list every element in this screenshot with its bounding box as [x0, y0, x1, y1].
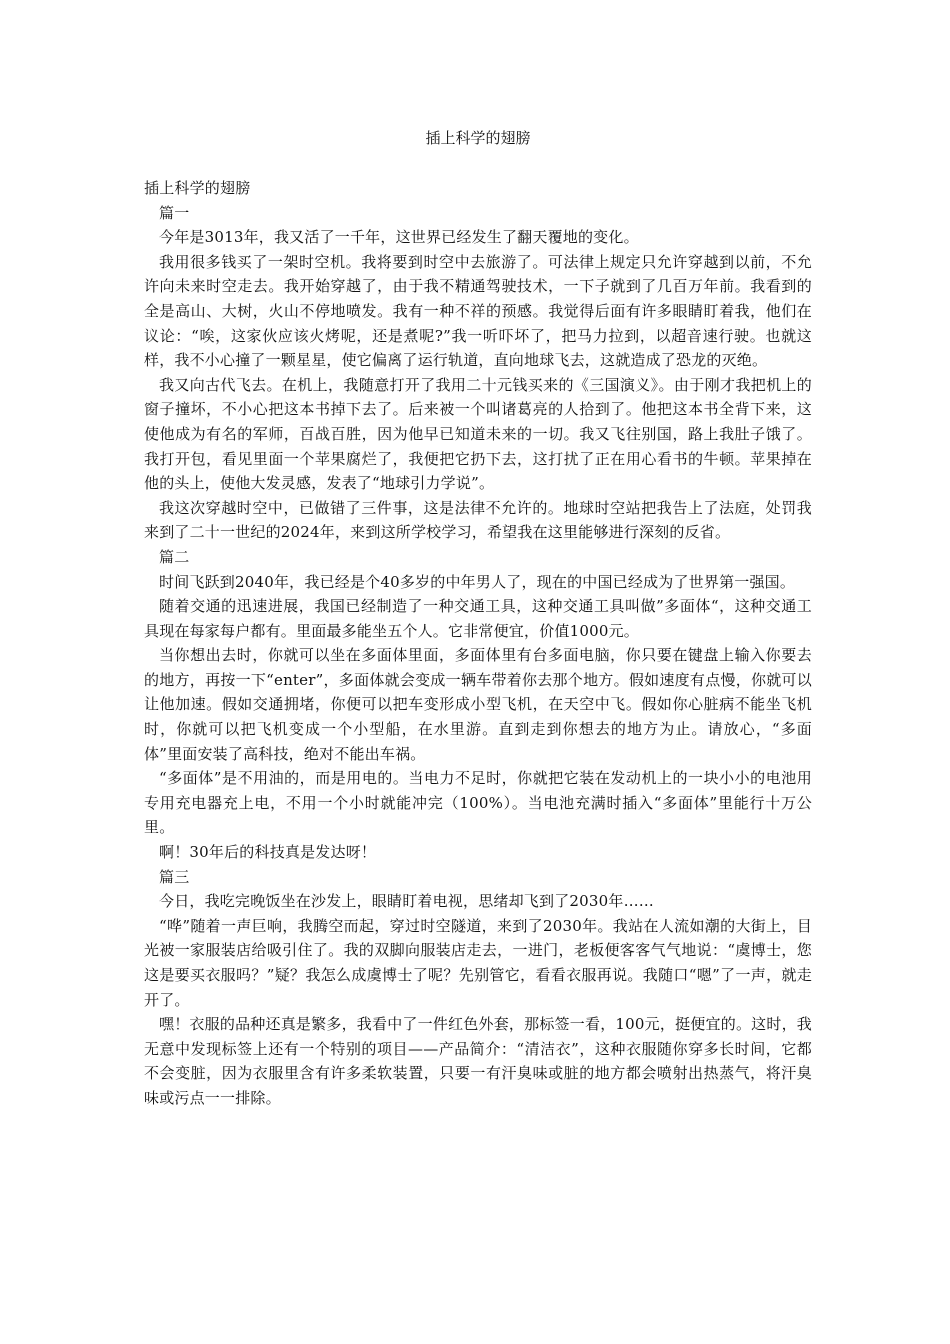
- paragraph: 我用很多钱买了一架时空机。我将要到时空中去旅游了。可法律上规定只允许穿越到以前，不允许向未来时空走去。我开始穿越了，由于我不精通驾驶技术，一下子就到了几百万年前。我看到的全是高山、大树，火山不停地喷发。我有一种不祥的预感。我觉得后面有许多眼睛盯着我，他们在议论：“唉，这家伙应该火烤呢，还是煮呢?”我一听吓坏了，把马力拉到，以超音速行驶。也就这样，我不小心撞了一颗星星，使它偏离了运行轨道，直向地球飞去，这就造成了恐龙的灭绝。: [144, 252, 812, 370]
- paragraph: “哗”随着一声巨响，我腾空而起，穿过时空隧道，来到了2030年。我站在人流如潮的大街上，目光被一家服装店给吸引住了。我的双脚向服装店走去，一进门，老板便客客气气地说：“虞博士，您这是要买衣服吗？”疑？我怎么成虞博士了呢？先别管它，看看衣服再说。我随口“嗯”了一声，就走开了。: [144, 916, 812, 1009]
- paragraph: 当你想出去时，你就可以坐在多面体里面，多面体里有台多面电脑，你只要在键盘上输入你要去的地方，再按一下“enter”，多面体就会变成一辆车带着你去那个地方。假如速度有点慢，你就可以让他加速。假如交通拥堵，你便可以把车变形成小型飞机，在天空中飞。假如你心脏病不能坐飞机时，你就可以把飞机变成一个小型船，在水里游。直到走到你想去的地方为止。请放心，“多面体”里面安装了高科技，绝对不能出车祸。: [144, 646, 812, 763]
- paragraph: 时间飞跃到2040年，我已经是个40多岁的中年男人了，现在的中国已经成为了世界第一强国。: [159, 572, 796, 591]
- document-body: [144, 176, 812, 1111]
- paragraph: 我又向古代飞去。在机上，我随意打开了我用二十元钱买来的《三国演义》。由于刚才我把机上的窗子撞坏，不小心把这本书掉下去了。后来被一个叫诸葛亮的人拾到了。他把这本书全背下来，这使他成为有名的军师，百战百胜，因为他早已知道未来的一切。我又飞往别国，路上我肚子饿了。我打开包，看见里面一个苹果腐烂了，我便把它扔下去，这打扰了正在用心看书的牛顿。苹果掉在他的头上，使他大发灵感，发表了“地球引力学说”。: [144, 375, 812, 493]
- paragraph: 随着交通的迅速进展，我国已经制造了一种交通工具，这种交通工具叫做”多面体“，这种交通工具现在每家每户都有。里面最多能坐五个人。它非常便宜，价值1000元。: [144, 597, 812, 640]
- paragraph: 啊！30年后的科技真是发达呀！: [159, 843, 377, 862]
- document-title: 插上科学的翅膀: [425, 129, 531, 147]
- section-heading-1: 篇一: [159, 203, 190, 222]
- paragraph: 今日，我吃完晚饭坐在沙发上，眼睛盯着电视，思绪却飞到了2030年……: [159, 892, 654, 911]
- paragraph: 今年是3013年，我又活了一千年，这世界已经发生了翻天覆地的变化。: [159, 228, 639, 247]
- subtitle: 插上科学的翅膀: [144, 179, 251, 197]
- paragraph: “多面体”是不用油的，而是用电的。当电力不足时，你就把它装在发动机上的一块小小的电池用专用充电器充上电，不用一个小时就能冲完（100%）。当电池充满时插入“多面体”里能行十万公里。: [144, 769, 812, 837]
- section-heading-2: 篇二: [159, 547, 190, 566]
- paragraph: 嘿！衣服的品种还真是繁多，我看中了一件红色外套，那标签一看，100元，挺便宜的。这时，我无意中发现标签上还有一个特别的项目——产品简介：“清洁衣”，这种衣服随你穿多长时间，它都不会变脏，因为衣服里含有许多柔软装置，只要一有汗臭味或脏的地方都会喷射出热蒸气，将汗臭味或污点一一排除。: [144, 1015, 812, 1107]
- paragraph: 我这次穿越时空中，已做错了三件事，这是法律不允许的。地球时空站把我告上了法庭，处罚我来到了二十一世纪的2024年，来到这所学校学习，希望我在这里能够进行深刻的反省。: [144, 498, 812, 542]
- section-heading-3: 篇三: [159, 867, 190, 886]
